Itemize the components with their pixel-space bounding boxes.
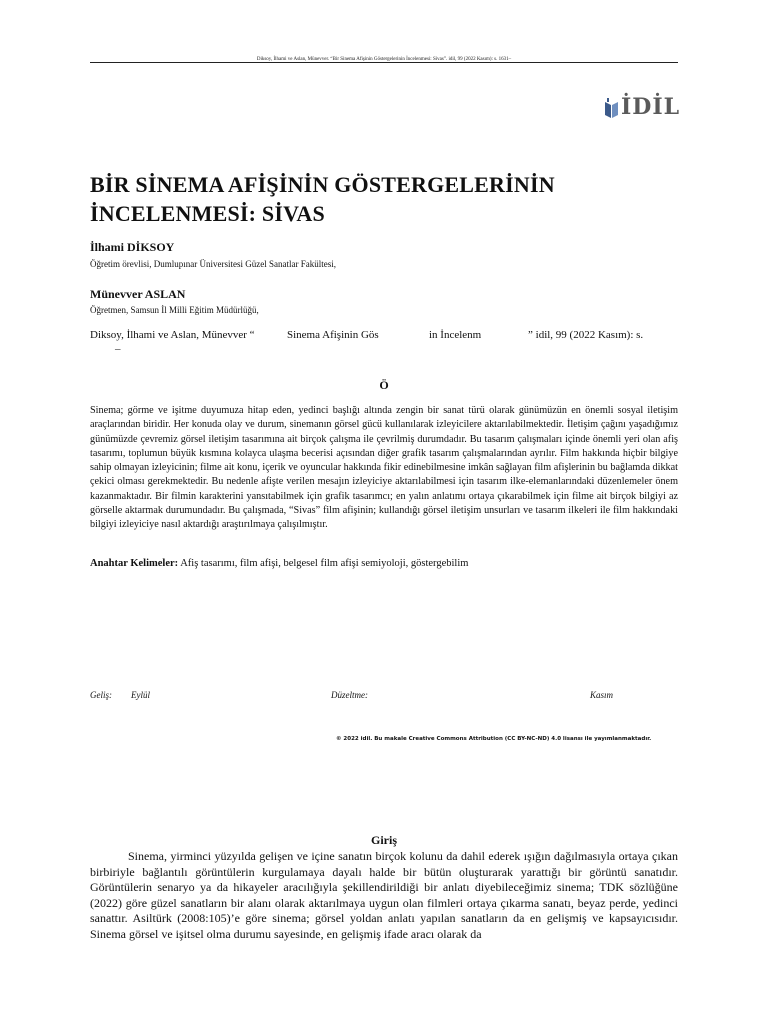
citation-title-part: Sinema Afişinin Gös (287, 329, 379, 341)
article-title: BİR SİNEMA AFİŞİNİN GÖSTERGELERİNİN İNCELENMESİ: SİVAS (90, 172, 555, 226)
citation-authors: Diksoy, İlhami ve Aslan, Münevver “ (90, 329, 255, 341)
citation-title-part: in İncelenm (429, 329, 482, 341)
intro-heading: Giriş (371, 833, 397, 847)
header-rule (90, 62, 678, 63)
author-1-affiliation: Öğretim örevlisi, Dumlupınar Üniversitesi Güzel Sanatlar Fakültesi, (90, 259, 336, 269)
keywords-label: Anahtar Kelimeler: (90, 558, 179, 569)
intro-text: Sinema, yirminci yüzyılda gelişen ve içine sanatın birçok kolunu da dahil ederek ışığın dağılmasıyla ortaya çıkan birbiriyle bağlantılı görüntülerin kurgulamaya dayalı halde bir bütün oluşturarak yarattığı bir görüntü sanatıdır. Görüntülerin senaryo ya da hikayeler aracılığıyla şekillendirildiği bir anlatı diyebileceğimiz sinema; TDK sözlüğüne (2022) göre güzel sanatların bir alanı olarak aktarılmaya uygun olan filmleri ortaya çıkarma sanatı, beyaz perde, yedinci sanattır. Asiltürk (2008:105)’e göre sinema; görsel yoldan anlatı yapılan sanatların da en gelişmiş ve kapsayıcısıdır. Sinema görsel ve işitsel olma durumu sayesinde, en gelişmiş ifade aracı olarak da (90, 849, 678, 941)
received-label: Geliş: (90, 690, 112, 700)
abstract-text: Sinema; görme ve işitme duyumuza hitap eden, yedinci başlığı altında zengin bir sanat türü olarak günümüzün en önemli sosyal iletişim araçlarından biridir. Her konuda olay ve durum, sinemanın görsel gücü kullanılarak izleyicilere aktarılabilmektedir. İletişim çağını yaşadığımız günümüzde çevremiz görsel iletişim tasarımına ait birçok çalışma ile çevrilmiş durumdadır. Bu tasarım çalışmaları içinde önemli yeri olan afiş tasarımı, toplumun büyük kısmına kolayca ulaşma becerisi açısından diğer grafik tasarım çalışmalarından ayrılır. Film hakkında hiçbir bilgiye sahip olmayan izleyicinin; filme ait konu, içerik ve oyuncular hakkında fikir edinebilmesine imkân sağlayan film afişlerinin bu bağlamda dikkat çekici olması gerekmektedir. Bu nedenle afişte verilen mesajın izleyiciye aktarılabilmesi için tasarım ilke-elemanlarındaki düzenlemeler önem kazanmaktadır. Bir filmin karakterini yansıtabilmek için grafik tasarımcı; en yalın anlatımı ortaya çıkarabilmek için filme ait birçok bilgiyi az görselle aktarmak durumundadır. Bu çalışmada, “Sivas” film afişinin; kullandığı görsel iletişim unsurları ve tasarım ilkeleri ile film hakkındaki bilgiyi izleyiciye nasıl aktardığı araştırılmaya çalışılmıştır. (90, 405, 678, 531)
journal-logo (605, 96, 680, 118)
author-2-name: Münevver ASLAN (90, 287, 186, 301)
keywords-text: Afiş tasarımı, film afişi, belgesel film afişi semiyoloji, göstergebilim (178, 558, 469, 569)
logo-text: İDİL (621, 94, 681, 120)
author-1-name: İlhami DİKSOY (90, 240, 175, 254)
abstract-heading: Ö (379, 378, 389, 392)
citation-source: ” idil, 99 (2022 Kasım): s. (528, 329, 644, 341)
license-note: © 2022 idil. Bu makale Creative Commons Attribution (CC BY-NC-ND) 4.0 lisansı ile yayımlanmaktadır. (336, 736, 652, 742)
author-2-affiliation: Öğretmen, Samsun İl Milli Eğitim Müdürlüğü, (90, 305, 259, 315)
running-head: Diksoy, İlhami ve Aslan, Münevver. “Bir Sinema Afişinin Göstergelerinin İncelenmesi: Sivas”. idil, 99 (2022 Kasım): s. 1631– (256, 57, 512, 62)
citation-dash: – (115, 343, 121, 355)
book-icon (605, 98, 619, 118)
accepted-value: Kasım (590, 690, 614, 700)
revised-label: Düzeltme: (331, 690, 368, 700)
received-value: Eylül (131, 690, 150, 700)
keywords (90, 558, 678, 569)
